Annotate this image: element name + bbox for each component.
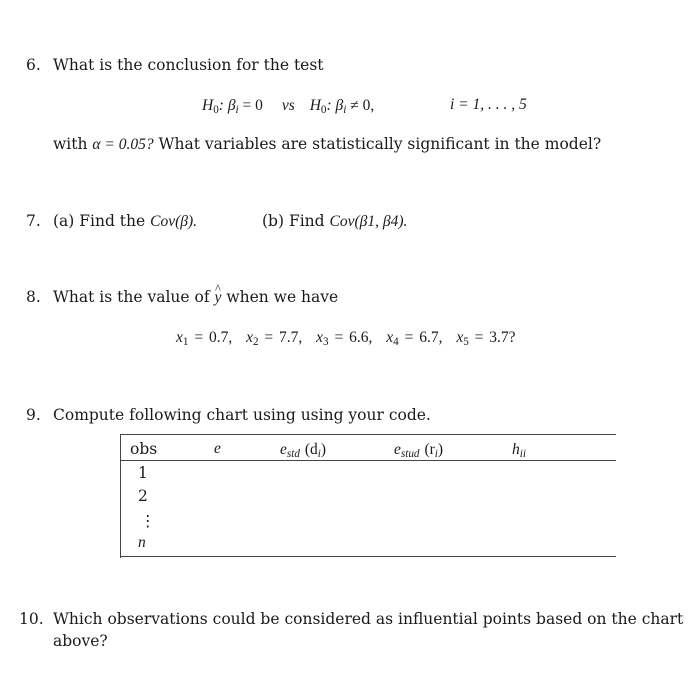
question-10-line-1: Which observations could be considered as influential points based on the chart <box>53 610 684 628</box>
question-8-tail: when we have <box>226 288 339 306</box>
header-e: e <box>214 440 221 457</box>
table-row-ellipsis: ⋮ <box>140 512 156 530</box>
i-subscript: i <box>235 103 239 116</box>
x1-value: $x_1 = 0.7$, <box>176 329 233 348</box>
i-subscript-2: i <box>343 103 347 116</box>
question-7-number: 7. <box>26 212 41 230</box>
question-7a <box>53 212 197 231</box>
question-6-text: What is the conclusion for the test <box>53 56 324 74</box>
y-hat-symbol: ^ y <box>215 289 222 307</box>
not-equal-zero: ≠ 0, <box>346 97 375 114</box>
question-9-text: Compute following chart using using your code. <box>53 406 431 424</box>
table-bottom-rule <box>120 556 616 557</box>
beta-symbol: : β <box>218 97 236 114</box>
question-7a-label: (a) Find the <box>53 212 146 230</box>
beta-symbol-2: : β <box>326 97 344 114</box>
question-6-tail: What variables are statistically significant in the model? <box>158 135 602 153</box>
cov-beta-math: Cov(β). <box>150 213 198 230</box>
h0-symbol-2: H <box>309 97 321 114</box>
question-8-lead: What is the value of <box>53 288 210 306</box>
vs-text: vs <box>281 97 295 114</box>
x5-value: $x_5 = 3.7$? <box>456 329 516 348</box>
question-10-number: 10. <box>19 610 44 628</box>
h0-subscript-2: 0 <box>320 103 327 116</box>
table-top-rule <box>120 434 616 435</box>
h0-subscript: 0 <box>213 103 219 116</box>
header-estud: $e_{stud}$ $(r_i)$ <box>394 441 444 460</box>
h0-symbol: H <box>202 97 214 114</box>
header-hii: $h_{ii}$ <box>512 441 526 460</box>
question-9-number: 9. <box>26 406 41 424</box>
x3-value: $x_3 = 6.6$, <box>316 329 373 348</box>
x4-value: $x_4 = 6.7$, <box>386 329 443 348</box>
predictor-values <box>176 328 516 348</box>
question-7b <box>262 212 407 231</box>
hypothesis-formula <box>202 96 374 116</box>
header-obs: obs <box>130 440 158 458</box>
diagnostics-table <box>120 434 616 558</box>
table-row-2: 2 <box>138 487 148 505</box>
index-range: i = 1, . . . , 5 <box>450 96 527 113</box>
question-8-text <box>53 288 338 307</box>
table-left-border <box>120 434 121 558</box>
table-header-rule <box>120 460 616 461</box>
question-6-number: 6. <box>26 56 41 74</box>
question-8-number: 8. <box>26 288 41 306</box>
equals-zero: = 0 <box>238 97 263 114</box>
cov-beta1-beta4-math: Cov(β1, β4). <box>329 213 408 230</box>
alpha-value: α = 0.05? <box>92 136 154 153</box>
with-text: with <box>53 135 88 153</box>
question-10-line-2: above? <box>53 632 108 650</box>
x2-value: $x_2 = 7.7$, <box>246 329 303 348</box>
table-row-1: 1 <box>138 464 148 482</box>
table-row-n: n <box>138 534 146 551</box>
question-7b-label: (b) Find <box>262 212 325 230</box>
header-estd: $e_{std}$ $(d_i)$ <box>280 441 327 460</box>
question-6-significance <box>53 135 601 154</box>
